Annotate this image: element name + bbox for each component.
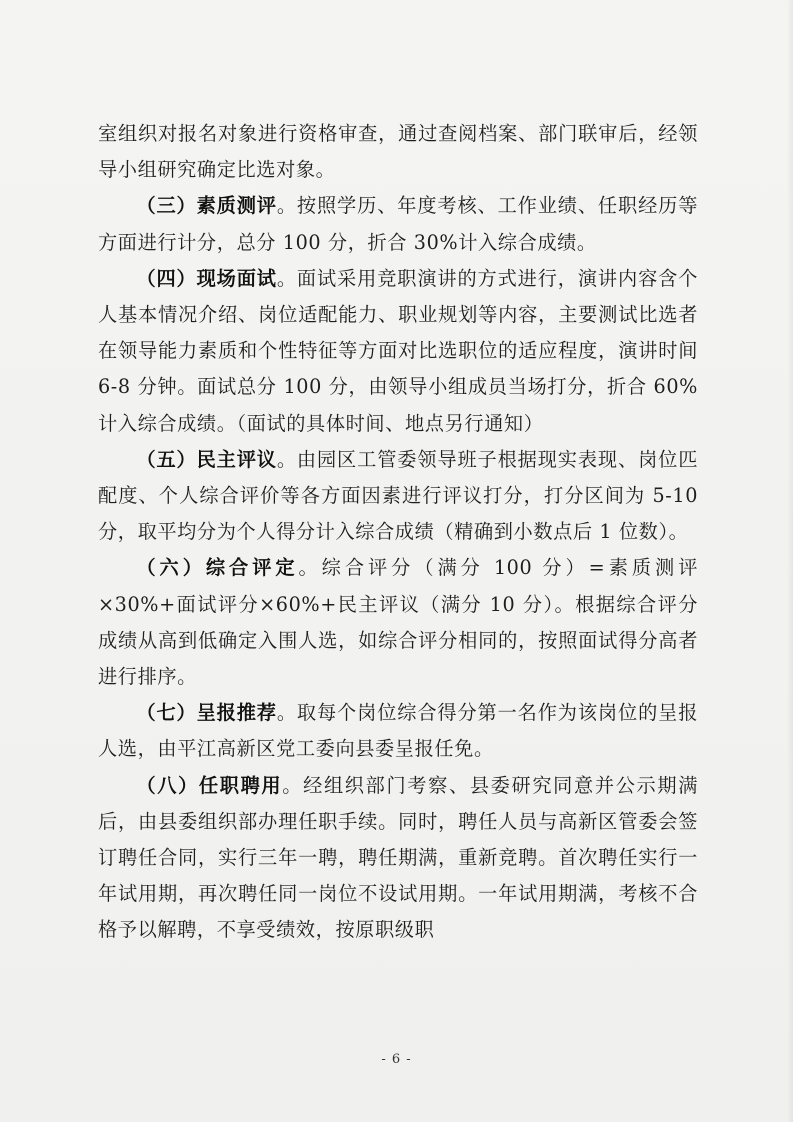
section-heading: （六）综合评定	[136, 556, 299, 580]
paragraph-appointment	[98, 768, 698, 949]
paragraph-eligibility-review	[98, 116, 698, 188]
section-heading: （七）呈报推荐	[136, 701, 277, 725]
scan-edge-shadow	[787, 0, 793, 1122]
paragraph-text: 。经组织部门考察、县委研究同意并公示期满后，由县委组织部办理任职手续。同时，聘任人员与高新区管委会签订聘任合同，实行三年一聘，聘任期满，重新竞聘。首次聘任实行一年试用期，再次聘任同一岗位不设试用期。一年试用期满，考核不合格予以解聘，不享受绩效，按原职级职	[98, 773, 698, 942]
paragraph-text: 。由园区工管委领导班子根据现实表现、岗位匹配度、个人综合评价等各方面因素进行评议打分，打分区间为 5-10 分，取平均分为个人得分计入综合成绩（精确到小数点后 1 位数）。	[98, 447, 698, 544]
paragraph-text: 。综合评分（满分 100 分）=素质测评×30%+面试评分×60%+民主评议（满分 10 分）。根据综合评分成绩从高到低确定入围人选，如综合评分相同的，按照面试得分高者进行排序。	[98, 556, 698, 689]
section-heading: （三）素质测评	[136, 194, 277, 218]
paragraph-democratic-evaluation	[98, 442, 698, 551]
paragraph-recommendation	[98, 695, 698, 767]
paragraph-quality-assessment	[98, 188, 698, 260]
paragraph-onsite-interview	[98, 261, 698, 442]
paragraph-text: 。取每个岗位综合得分第一名作为该岗位的呈报人选，由平江高新区党工委向县委呈报任免。	[98, 701, 698, 761]
paragraph-text: 。面试采用竞职演讲的方式进行，演讲内容含个人基本情况介绍、岗位适配能力、职业规划等内容，主要测试比选者在领导能力素质和个性特征等方面对比选职位的适应程度，演讲时间 6-8 分钟。面试总分 100 分，由领导小组成员当场打分，折合 60%计入综合成绩。（面试的具体时间、地点另行通知）	[98, 266, 698, 435]
page-number: - 6 -	[381, 1052, 412, 1067]
section-heading: （四）现场面试	[136, 266, 277, 290]
paragraph-text: 室组织对报名对象进行资格审查，通过查阅档案、部门联审后，经领导小组研究确定比选对象。	[98, 122, 698, 182]
section-heading: （八）任职聘用	[136, 773, 283, 797]
paragraph-text: 。按照学历、年度考核、工作业绩、任职经历等方面进行计分，总分 100 分，折合 30%计入综合成绩。	[98, 194, 698, 254]
document-body	[98, 116, 698, 949]
section-heading: （五）民主评议	[136, 447, 277, 471]
paragraph-comprehensive-rating	[98, 550, 698, 695]
